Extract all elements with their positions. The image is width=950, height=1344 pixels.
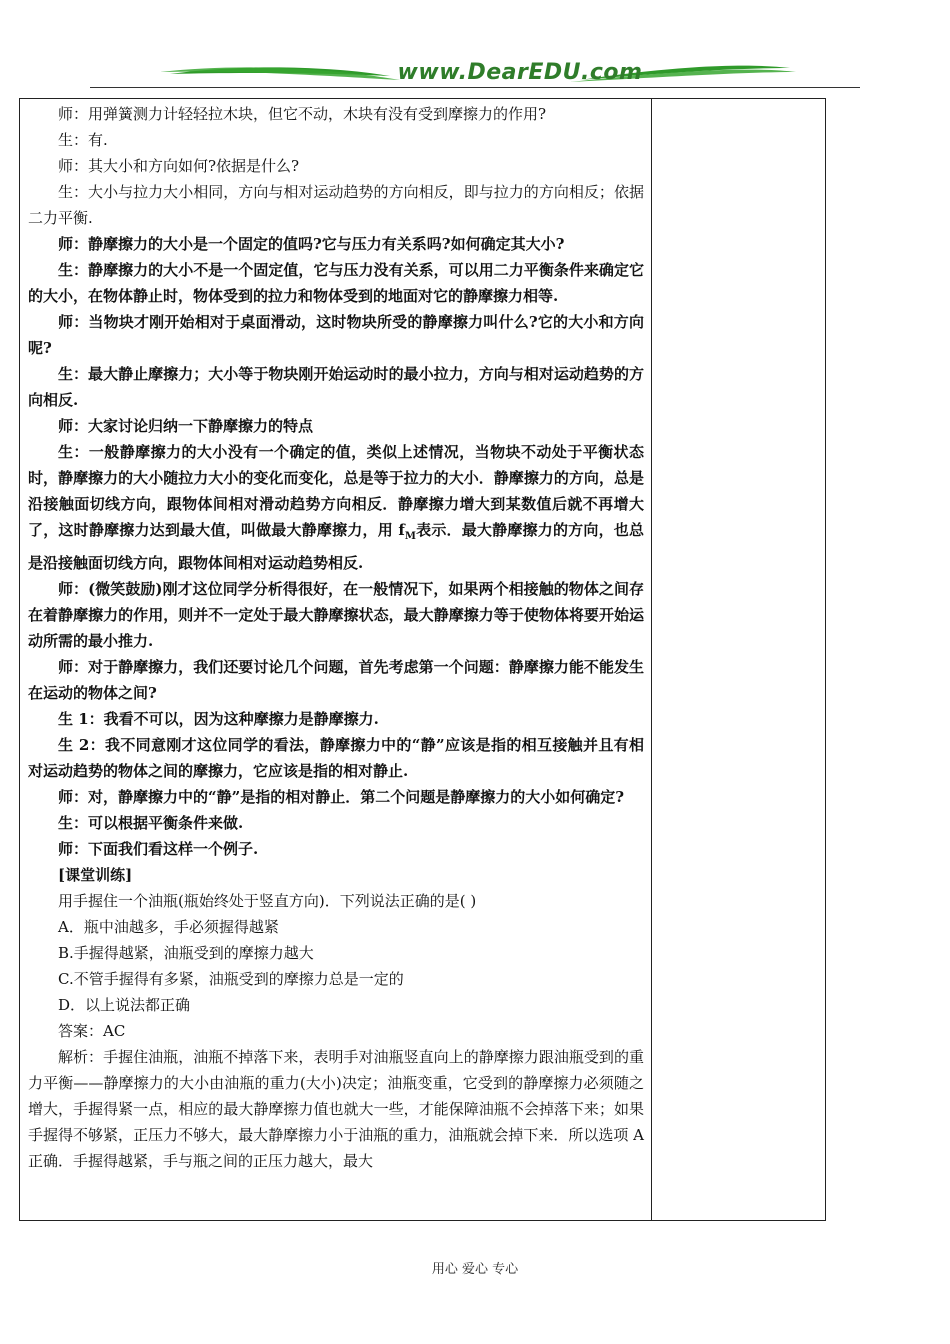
paragraph: 师：(微笑鼓励)刚才这位同学分析得很好，在一般情况下，如果两个相接触的物体之间存在着静摩擦力的作用，则并不一定处于最大静摩擦状态，最大静摩擦力等于使物体将要开始运动所需的最小推力.: [28, 580, 644, 650]
paragraph: 答案：AC: [58, 1022, 126, 1040]
paragraph: 生：最大静止摩擦力；大小等于物块刚开始运动时的最小拉力，方向与相对运动趋势的方向相反.: [28, 365, 644, 409]
paragraph: 解析：手握住油瓶，油瓶不掉落下来，表明手对油瓶竖直向上的静摩擦力跟油瓶受到的重力平衡——静摩擦力的大小由油瓶的重力(大小)决定；油瓶变重，它受到的静摩擦力必须随之增大，手握得紧一点，相应的最大静摩擦力值也就大一些，才能保障油瓶不会掉落下来；如果手握得不够紧，正压力不够大，最大静摩擦力小于油瓶的重力，油瓶就会掉下来．所以选项 A 正确．手握得越紧，手与瓶之间的正压力越大，最大: [28, 1048, 644, 1170]
page-header: [90, 58, 860, 98]
paragraph: 师：大家讨论归纳一下静摩擦力的特点: [58, 417, 314, 435]
paragraph: 师：其大小和方向如何?依据是什么?: [58, 157, 300, 175]
paragraph: 生：可以根据平衡条件来做.: [58, 814, 244, 832]
paragraph: 生：大小与拉力大小相同，方向与相对运动趋势的方向相反，即与拉力的方向相反；依据二力平衡.: [28, 183, 644, 227]
paragraph: 用手握住一个油瓶(瓶始终处于竖直方向)．下列说法正确的是( ): [58, 892, 477, 910]
paragraph: 师：静摩擦力的大小是一个固定的值吗?它与压力有关系吗?如何确定其大小?: [58, 235, 565, 253]
paragraph: 生：有.: [58, 131, 108, 149]
paragraph: D．以上说法都正确: [58, 996, 191, 1014]
paragraph: 师：用弹簧测力计轻轻拉木块，但它不动，木块有没有受到摩擦力的作用?: [58, 105, 547, 123]
paragraph: 师：对于静摩擦力，我们还要讨论几个问题，首先考虑第一个问题：静摩擦力能不能发生在运动的物体之间?: [28, 658, 644, 702]
paragraph: 生 1：我看不可以，因为这种摩擦力是静摩擦力.: [58, 710, 379, 728]
paragraph: 师：对，静摩擦力中的“静”是指的相对静止．第二个问题是静摩擦力的大小如何确定?: [58, 788, 625, 806]
paragraph: 生：静摩擦力的大小不是一个固定值，它与压力没有关系，可以用二力平衡条件来确定它的大小，在物体静止时，物体受到的拉力和物体受到的地面对它的静摩擦力相等.: [28, 261, 644, 305]
paragraph: 师：下面我们看这样一个例子.: [58, 840, 259, 858]
page-footer: 用心 爱心 专心: [431, 1262, 519, 1277]
paragraph: [课堂训练]: [58, 866, 133, 884]
lesson-text: [28, 101, 644, 1174]
paragraph: 生 2：我不同意刚才这位同学的看法，静摩擦力中的“静”应该是指的相互接触并且有相对运动趋势的物体之间的摩擦力，它应该是指的相对静止.: [28, 736, 644, 780]
paragraph: B.手握得越紧，油瓶受到的摩擦力越大: [58, 944, 314, 962]
paragraph: C.不管手握得有多紧，油瓶受到的摩擦力总是一定的: [58, 970, 404, 988]
paragraph: A．瓶中油越多，手必须握得越紧: [58, 918, 279, 936]
site-logo[interactable]: www.DearEDU.com: [397, 60, 643, 85]
paragraph: 师：当物块才刚开始相对于桌面滑动，这时物块所受的静摩擦力叫什么?它的大小和方向呢?: [28, 313, 644, 357]
paragraph: 生：一般静摩擦力的大小没有一个确定的值，类似上述情况，当物块不动处于平衡状态时，静摩擦力的大小随拉力大小的变化而变化，总是等于拉力的大小．静摩擦力的方向，总是沿接触面切线方向，跟物体间相对滑动趋势方向相反．静摩擦力增大到某数值后就不再增大了，这时静摩擦力达到最大值，叫做最大静摩擦力，用 $f_M$表示．最大静摩擦力的方向，也总是沿接触面切线方向，跟物体间相对运动趋势相反.: [28, 443, 644, 572]
table-column-divider: [651, 98, 652, 1220]
